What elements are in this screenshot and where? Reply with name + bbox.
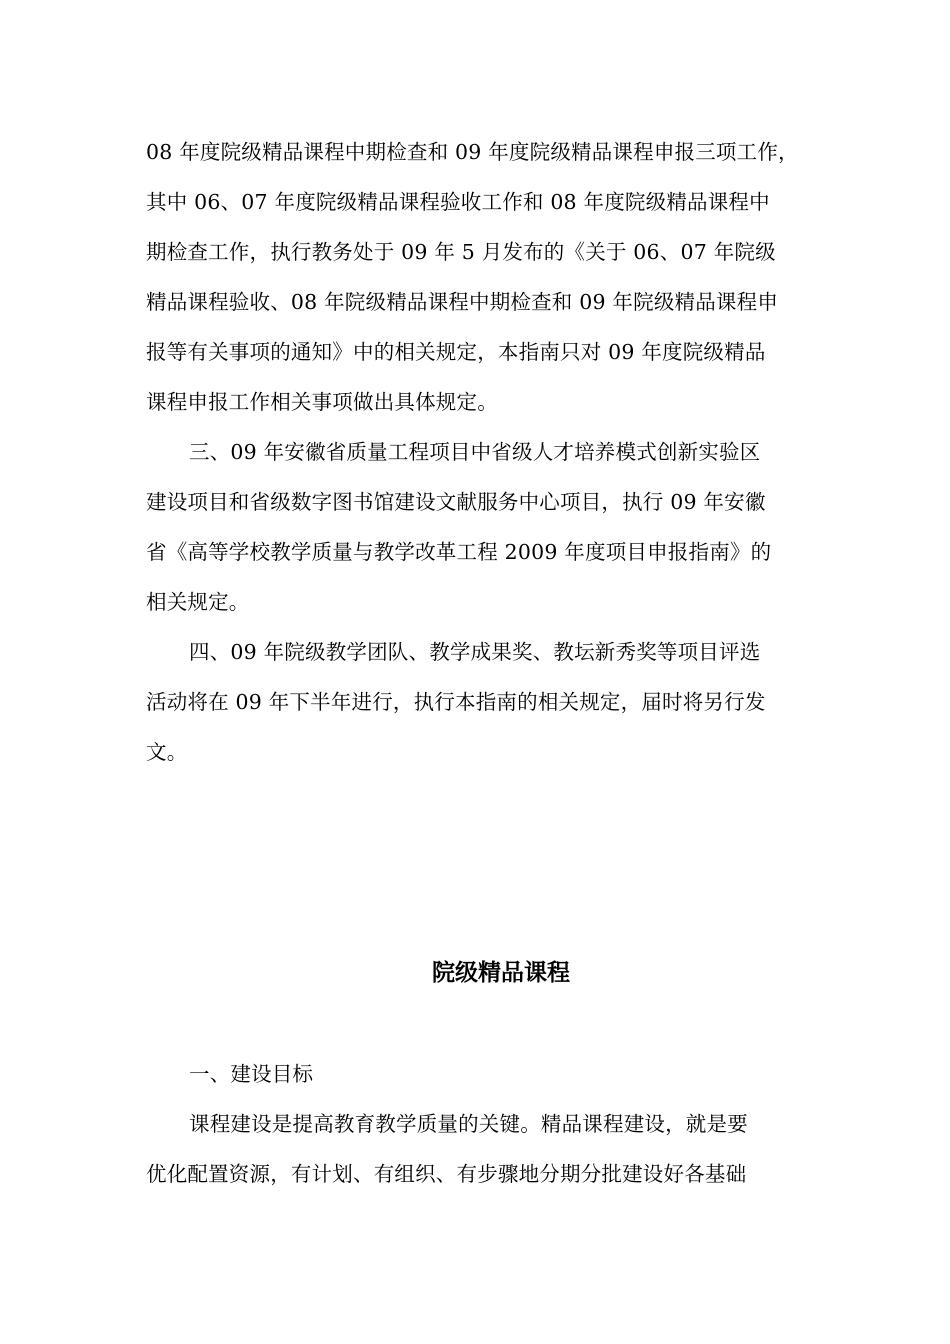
subsection-heading: 一、建设目标 [189, 1062, 314, 1086]
intro-line-5: 报等有关事项的通知》中的相关规定，本指南只对 09 年度院级精品 [146, 340, 766, 364]
goal-line-2: 优化配置资源，有计划、有组织、有步骤地分期分批建设好各基础 [146, 1162, 747, 1186]
section-three-line-2: 建设项目和省级数字图书馆建设文献服务中心项目，执行 09 年安徽 [146, 490, 766, 514]
goal-line-1: 课程建设是提高教育教学质量的关键。精品课程建设，就是要 [189, 1112, 748, 1136]
intro-line-4: 精品课程验收、08 年院级精品课程中期检查和 09 年院级精品课程申 [146, 290, 779, 314]
intro-line-1: 08 年度院级精品课程中期检查和 09 年度院级精品课程申报三项工作， [146, 140, 799, 164]
section-four-line-2: 活动将在 09 年下半年进行，执行本指南的相关规定，届时将另行发 [146, 690, 766, 714]
intro-line-6: 课程申报工作相关事项做出具体规定。 [146, 390, 498, 414]
section-four-line-3: 文。 [146, 740, 188, 764]
section-three-line-4: 相关规定。 [146, 590, 250, 614]
intro-line-2: 其中 06、07 年度院级精品课程验收工作和 08 年度院级精品课程中 [146, 190, 770, 214]
section-three-line-3: 省《高等学校教学质量与教学改革工程 2009 年度项目申报指南》的 [146, 540, 772, 564]
intro-line-3: 期检查工作，执行教务处于 09 年 5 月发布的《关于 06、07 年院级 [146, 240, 776, 264]
section-four-line-1: 四、09 年院级教学团队、教学成果奖、教坛新秀奖等项目评选 [189, 640, 761, 664]
section-three-line-1: 三、09 年安徽省质量工程项目中省级人才培养模式创新实验区 [189, 440, 761, 464]
chapter-title: 院级精品课程 [432, 960, 570, 986]
